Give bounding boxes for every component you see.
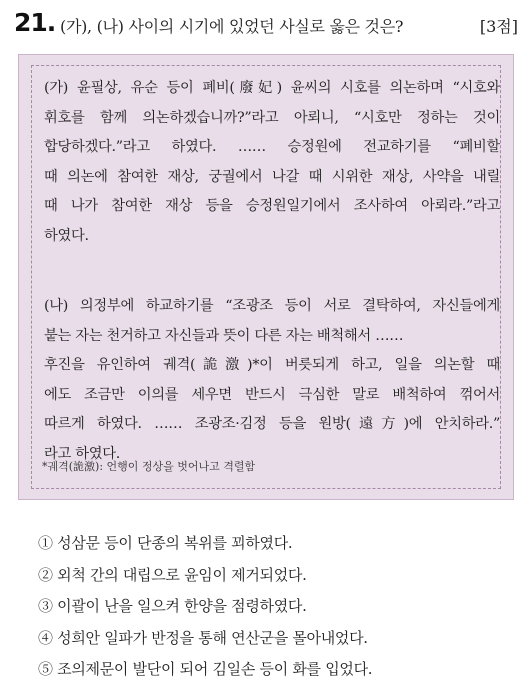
question-header [14,8,520,42]
passage-line: 후진을 유인하여 궤격(詭激)*이 버릇되게 하고, 일을 의논할 때 [44,357,500,373]
option-5[interactable]: ⑤ 조의제문이 발단이 되어 김일손 등이 화를 입었다. [38,660,373,678]
passage-line: 휘호를 함께 의논하겠습니까?”라고 아뢰니, “시호만 정하는 것이 [44,109,500,126]
passage-line: 합당하겠다.”라고 하였다. …… 승정원에 전교하기를 “폐비할 [44,139,500,155]
question-number: 21. [14,8,56,37]
option-2[interactable]: ② 외척 간의 대립으로 윤임이 제거되었다. [38,565,307,584]
passage-line: 에도 조금만 이의를 세우면 반드시 극심한 말로 배척하여 꺾어서 [44,386,500,403]
question-score: [3점] [479,17,518,36]
footnote: *궤격(詭激): 언행이 정상을 벗어나고 격렬함 [42,460,256,473]
question-text: (가), (나) 사이의 시기에 있었던 사실로 옳은 것은? [60,17,404,36]
passage-line: 라고 하였다. [44,445,121,462]
passage-line: (나) 의정부에 하교하기를 “조광조 등이 서로 결탁하여, 자신들에게 [44,298,500,314]
option-3[interactable]: ③ 이괄이 난을 일으켜 한양을 점령하였다. [38,597,307,615]
passage-box [18,54,514,500]
passage-line: 때 나가 참여한 재상 등을 승정원일기에서 조사하여 아뢰라.”라고 [44,198,500,214]
passage-line: 때 의논에 참여한 재상, 궁궐에서 나갈 때 시위한 재상, 사약을 내릴 [44,168,500,185]
option-1[interactable]: ① 성삼문 등이 단종의 복위를 꾀하였다. [38,534,293,552]
answer-options [38,528,508,686]
passage-na [44,292,500,469]
passage-line: 따르게 하였다. …… 조광조·김정 등을 원방(遠方)에 안치하라.” [44,416,500,432]
passage-line: 하였다. [44,227,89,244]
passage-line: 붙는 자는 천거하고 자신들과 뜻이 다른 자는 배척해서 …… [44,327,404,344]
passage-ga [44,74,500,251]
passage-inner-border [31,65,501,489]
passage-line: (가) 윤필상, 유순 등이 폐비(廢妃) 윤씨의 시호를 의논하며 “시호와 [44,80,500,96]
option-4[interactable]: ④ 성희안 일파가 반정을 통해 연산군을 몰아내었다. [38,628,368,647]
